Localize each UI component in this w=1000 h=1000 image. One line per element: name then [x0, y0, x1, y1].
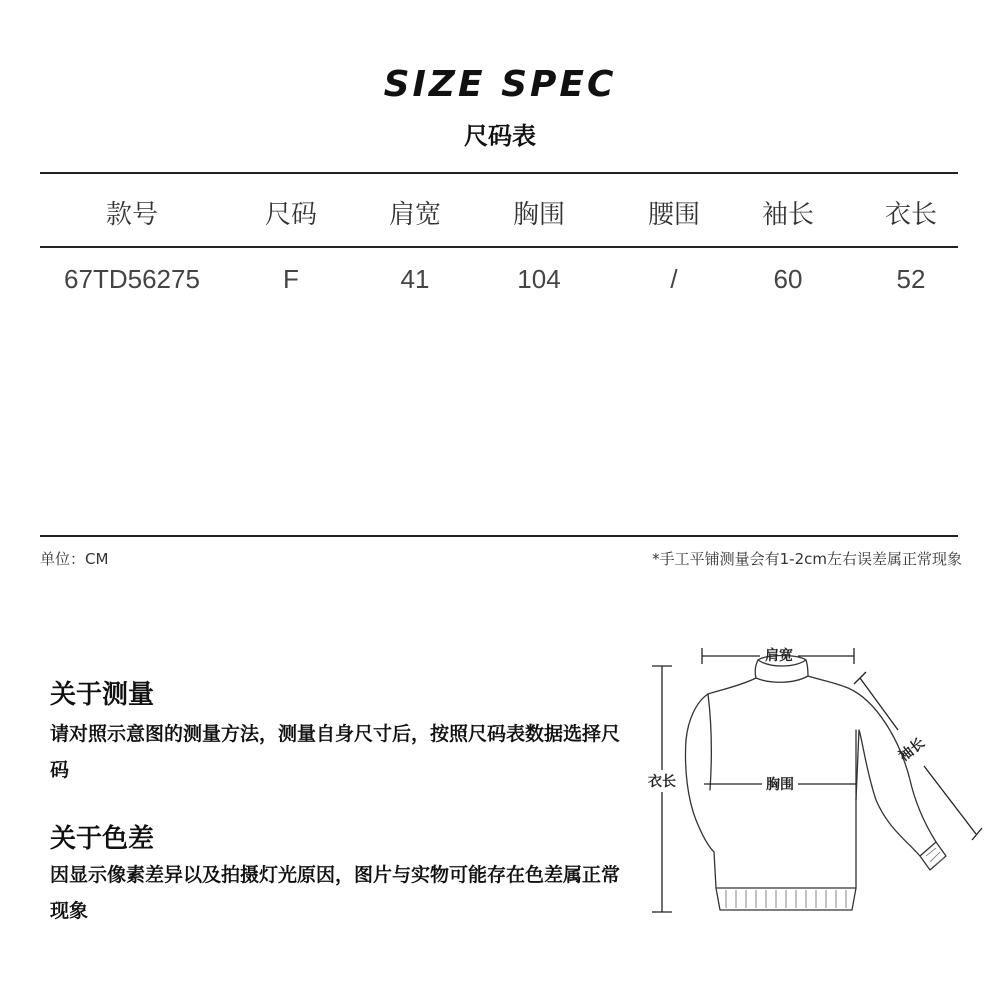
table-header-rule: [40, 246, 958, 248]
cell-style-no: 67TD56275: [64, 264, 200, 294]
col-header-shoulder: 肩宽: [388, 200, 441, 230]
shoulder-label: 肩宽: [765, 648, 793, 664]
col-header-waist: 腰围: [647, 200, 700, 230]
cell-waist: /: [670, 264, 678, 294]
cell-size: F: [283, 264, 299, 294]
unit-label: 单位：CM: [40, 550, 109, 568]
cell-length: 52: [896, 264, 926, 294]
measurement-section-body: 请对照示意图的测量方法，测量自身尺寸后，按照尺码表数据选择尺码: [50, 723, 621, 781]
page-subtitle: 尺码表: [464, 122, 536, 150]
cell-shoulder: 41: [400, 264, 430, 294]
color-section-body: 因显示像素差异以及拍摄灯光原因，图片与实物可能存在色差属正常现象: [50, 864, 621, 922]
cell-chest: 104: [517, 264, 561, 294]
chest-label: 胸围: [766, 777, 794, 793]
col-header-chest: 胸围: [512, 200, 565, 230]
sweater-cuff: [920, 842, 946, 870]
color-section-title: 关于色差: [50, 824, 155, 854]
cell-sleeve: 60: [773, 264, 803, 294]
table-top-rule: [40, 172, 958, 174]
sweater-outline: [685, 676, 936, 888]
length-label: 衣长: [648, 774, 676, 790]
measurement-section-title: 关于测量: [50, 680, 155, 710]
measurement-note: *手工平铺测量会有1-2cm左右误差属正常现象: [652, 550, 962, 568]
page-title: SIZE SPEC: [383, 64, 617, 105]
sleeve-label: 袖长: [896, 735, 928, 765]
col-header-style-no: 款号: [105, 200, 158, 230]
col-header-size: 尺码: [264, 200, 317, 230]
col-header-sleeve: 袖长: [761, 200, 814, 230]
table-bottom-rule: [40, 535, 958, 537]
sweater-measurement-diagram: [630, 630, 990, 930]
col-header-length: 衣长: [884, 200, 937, 230]
